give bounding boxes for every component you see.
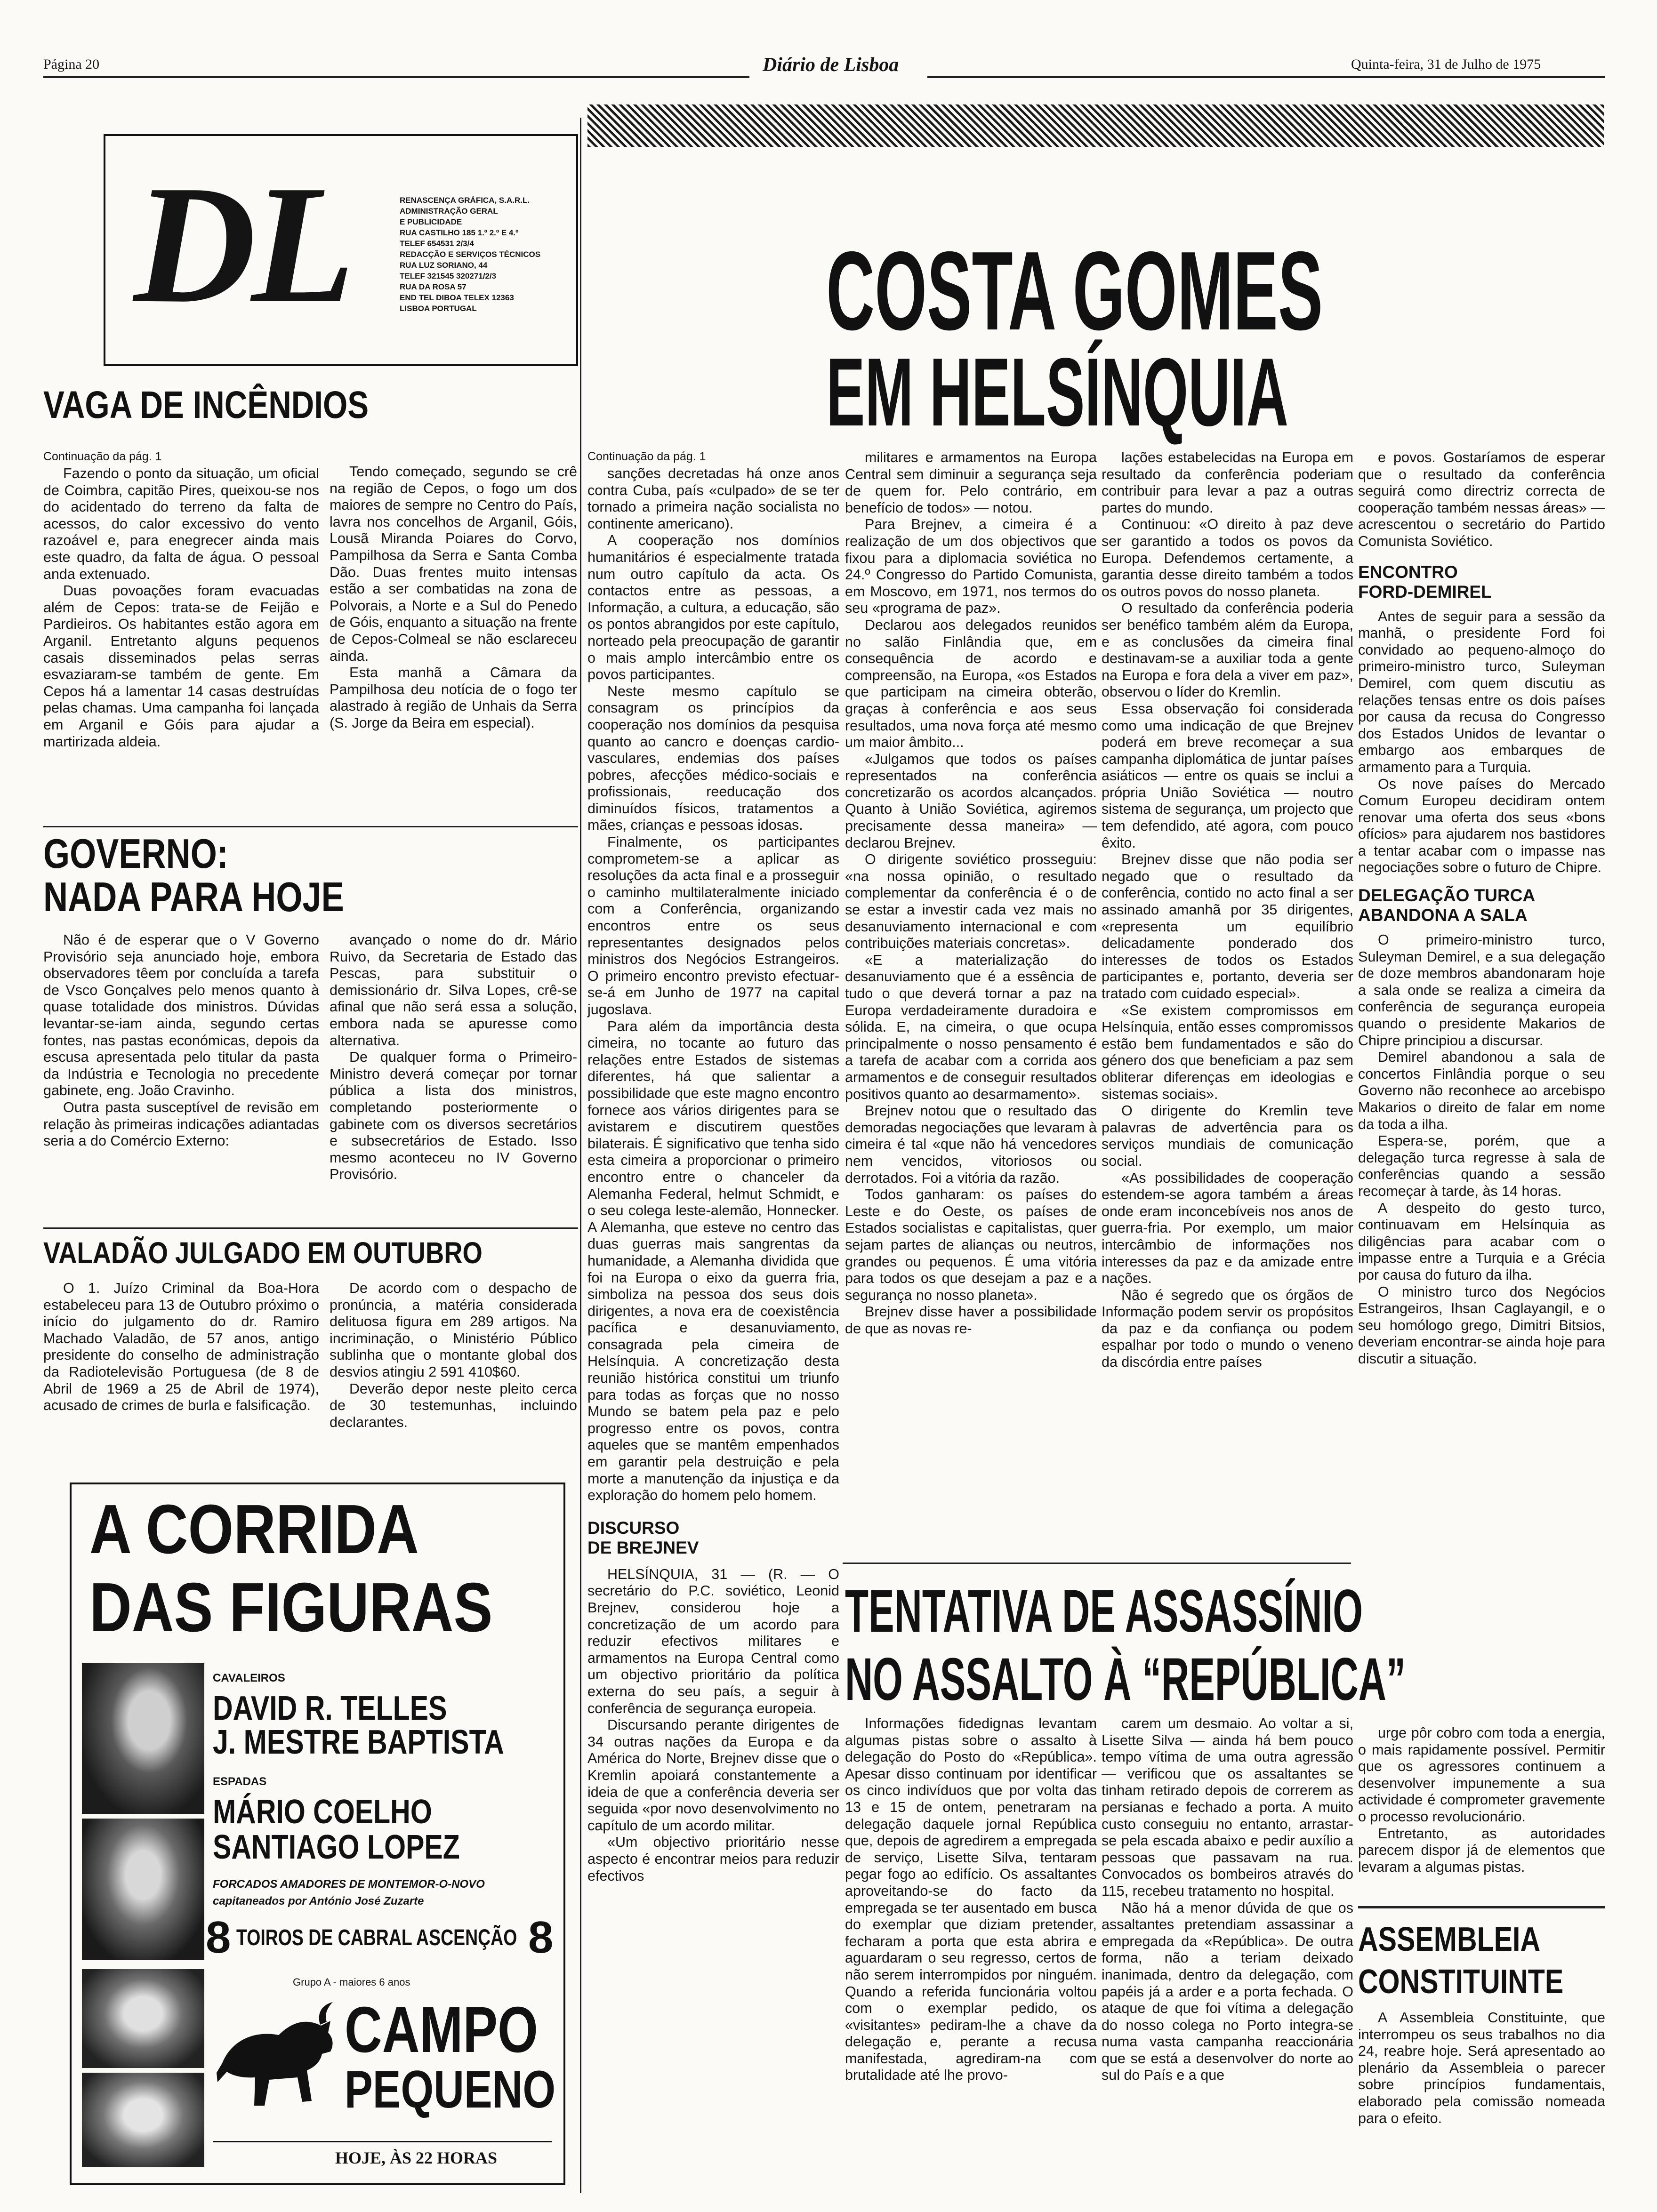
matador-name-2: SANTIAGO LOPEZ: [213, 1828, 460, 1866]
vaga-col-2: Tendo começado, segundo se crê na região de Cepos, o fogo um dos maiores de sempre no Centro do País, lavra nos concelhos de Arganil, Góis, Lousã Miranda Poiares do Corvo, Pampilhosa da Serra e Santa Comba Dão. Duas frentes muito intensas estão a ser combatidas na zona de Polvorais, a Norte e a Sul do Penedo de Góis, enquanto a situação na frente de Cepos-Colmeal se não esclareceu ainda. Esta manhã a Câmara da Pampilhosa deu notícia de o fogo ter alastrado à região de Unhais da Serra (S. Jorge da Beira em especial).: [330, 464, 577, 731]
costa-col-1: Continuação da pág. 1 sanções decretadas há onze anos contra Cuba, país «culpado» de se ter tornado a primeira nação socialista no continente americano). A cooperação nos domínios humanitários é especialmente tratada num outro capítulo da acta. Os contactos entre as pessoas, a Informação, a cultura, a educação, são os pontos abrangidos por este capítulo, norteado pela preocupação de garantir o mais amplo intercâmbio entre os povos participantes. Neste mesmo capítulo se consagram os princípios da cooperação nos domínios da pesquisa quanto ao cancro e doenças cardio-vasculares, endemias dos países pobres, afecções médico-sociais e profissionais, reeducação dos diminuídos físicos, tratamentos a mães, crianças e pessoas idosas. Finalmente, os participantes comprometem-se a aplicar as resoluções da acta final e a prosseguir o caminho multilateralmente iniciado com a Conferência, organizando encontros entre os seus representantes designados pelos ministros dos Negócios Estrangeiros. O primeiro encontro previsto efectuar-se-á em Junho de 1977 na capital jugoslava. Para além da importância desta cimeira, no tocante ao futuro das relações entre Estados de sistemas diferentes, há que salientar a possibilidade que este magno encontro fornece aos vários dirigentes para se avistarem e discutirem questões bilaterais. É significativo que tenha sido esta cimeira a proporcionar o primeiro encontro entre o chanceler da Alemanha Federal, helmut Schmidt, e o seu colega leste-alemão, Honnecker. A Alemanha, que esteve no centro das duas guerras mais sangrentas da humanidade, a Alemanha dividida que foi na Europa o eixo da guerra fria, simboliza na pessoa dos seus dois dirigentes, a nova era de coexistência pacífica e desanuviamento, consagrada pela cimeira de Helsínquia. A concretização desta reunião histórica constitui um triunfo para todas as forças que no nosso Mundo se batem pela paz e pelo progresso entre os povos, contra aqueles que se mantêm empenhados em garantir pela destruição e pela morte a manutenção da injustiça e da exploração do homem pelo homem. DISCURSO DE BREJNEV HELSÍNQUIA, 31 — (R. — O secretário do P.C. soviético, Leonid Brejnev, considerou hoje a concretização de um acordo para reduzir efectivos militares e armamentos na Europa Central como um objectivo prioritário da política externa do seu país, a seguir à conferência de segurança europeia. Discursando perante dirigentes de 34 outras nações da Europa e da América do Norte, Brejnev disse que o Kremlin apoiará constantemente a ideia de que a conferência deveria ser seguida «por novo desenvolvimento no capítulo de um acordo militar. «Um objectivo prioritário nesse aspecto é encontrar meios para reduzir efectivos: [587, 450, 839, 1884]
tentativa-top-rule: [843, 1563, 1351, 1564]
tentativa-col-1: Informações fidedignas levantam algumas pistas sobre o assalto à delegação do Posto do «República». Apesar disso continuam por identificar os cinco indivíduos que por volta das 13 e 15 de ontem, penetraram na delegação daquele jornal República que, depois de agredirem a empregada de serviço, Lisette Silva, tentaram pegar fogo ao edifício. Os assaltantes aproveitando-se do facto da empregada se ter ausentado em busca do exemplar que diziam pretender, fecharam a porta que esta abrira e aguardaram o seu regresso, certos de não serem interrompidos por ninguém. Quando a referida funcionária voltou com o exemplar pedido, os «visitantes» pediram-lhe a chave da delegação e, perante a recusa manifestada, agrediram-na com brutalidade até lhe provo-: [845, 1715, 1097, 2084]
costa-col-4: e povos. Gostaríamos de esperar que o resultado da conferência seguirá como directriz correcta de cooperação também nessas áreas» — acrescentou o secretário do Partido Comunista Soviético. ENCONTRO FORD-DEMIREL Antes de seguir para a sessão da manhã, o presidente Ford foi convidado ao pequeno-almoço do primeiro-ministro turco, Suleyman Demirel, com quem discutiu as relações tensas entre os dois países por causa da recusa do Congresso dos Estados Unidos de levantar o embargo aos embarques de armamento para a Turquia. Os nove países do Mercado Comum Europeu decidiram ontem renovar uma oferta dos seus «bons ofícios» para ajudarem nos bastidores a tentar acabar com o impasse nas negociações sobre o futuro de Chipre. DELEGAÇÃO TURCA ABANDONA A SALA O primeiro-ministro turco, Suleyman Demirel, e a sua delegação de doze membros abandonaram hoje a sala onde se realiza a cimeira da conferência de segurança europeia quando o presidente Makarios de Chipre principiou a discursar. Demirel abandonou a sala de concertos Finlândia porque o seu Governo não reconhece ao arcebispo Makarios o direito de falar em nome da toda a ilha. Espera-se, porém, que a delegação turca regresse à sala de conferências quando a sessão recomeçar à tarde, às 14 horas. A despeito do gesto turco, continuavam em Helsínquia as diligências para acabar com o impasse entre a Turquia e a Grécia por causa do futuro da ilha. O ministro turco dos Negócios Estrangeiros, Ihsan Caglayangil, e o seu homólogo grego, Dimitri Bitsios, deveriam encontrar-se ainda hoje para discutir a situação.: [1358, 449, 1605, 1367]
valadao-col-2: De acordo com o despacho de pronúncia, a matéria considerada delituosa figura em 289 artigos. Na incriminação, o Ministério Público sublinha que o montante global dos desvios atingiu 2 591 410$60. Deverão depor neste pleito cerca de 30 testemunhas, incluindo declarantes.: [330, 1280, 577, 1430]
assembleia-title-1: ASSEMBLEIA: [1358, 1921, 1541, 1958]
turca-subheading-2: ABANDONA A SALA: [1358, 906, 1528, 925]
capitaneados-label: capitaneados por António José Zuzarte: [213, 1895, 424, 1907]
tentativa-col-3: urge pôr cobro com toda a energia, o mais rapidamente possível. Permitir que os agressores continuem a desenvolver impunemente a sua actividade é comprometer gravemente o processo revolucionário. Entretanto, as autoridades parecem dispor já de elementos que levaram a algumas pistas.: [1358, 1725, 1605, 1875]
forcado-portrait-1: [82, 1969, 204, 2068]
ad-time: HOJE, ÀS 22 HORAS: [335, 2148, 498, 2167]
governo-bottom-rule: [43, 1227, 578, 1229]
matador-name-1: MÁRIO COELHO: [213, 1793, 432, 1831]
toiros-number-right: 8: [528, 1912, 554, 1963]
page-number: Página 20: [43, 56, 100, 72]
costa-title-2: EM HELSÍNQUIA: [826, 338, 1288, 446]
bullfight-advertisement: [70, 1483, 565, 2185]
bull-icon: [213, 1993, 340, 2117]
rider-name-1: DAVID R. TELLES: [213, 1690, 447, 1727]
governo-title-2: NADA PARA HOJE: [43, 874, 344, 920]
toiros-number-left: 8: [206, 1912, 231, 1963]
brejnev-subheading-1: DISCURSO: [587, 1518, 680, 1538]
ad-title-1: A CORRIDA: [89, 1491, 419, 1568]
tentativa-title-2: NO ASSALTO À “REPÚBLICA”: [845, 1646, 1406, 1713]
masthead-rule-left: [43, 76, 749, 78]
governo-title-1: GOVERNO:: [43, 830, 228, 877]
vaga-title: VAGA DE INCÊNDIOS: [43, 384, 369, 426]
turca-subheading-1: DELEGAÇÃO TURCA: [1358, 886, 1536, 906]
ford-subheading-2: FORD-DEMIREL: [1358, 582, 1492, 601]
ford-subheading-1: ENCONTRO: [1358, 562, 1458, 582]
logo-address: RENASCENÇA GRÁFICA, S.A.R.L. ADMINISTRAÇÃO GERAL E PUBLICIDADE RUA CASTILHO 185 1.º 2.º E 4.º TELEF 654531 2/3/4 REDACÇÃO E SERVIÇOS TÉCNICOS RUA LUZ SORIANO, 44 TELEF 321545 320271/2/3 RUA DA ROSA 57 END TEL DIBOA TELEX 12363 LISBOA PORTUGAL: [400, 196, 541, 313]
governo-col-1: Não é de esperar que o V Governo Provisório seja anunciado hoje, embora observadores têem por concluída a tarefa de Vsco Gonçalves pelo menos quanto à quase totalidade dos ministros. Dúvidas levantar-se-iam ainda, segundo certas fontes, nas pastas económicas, depois da escusa apresentada pelo titular da pasta da Indústria e Tecnologia no precedente gabinete, eng. João Cravinho. Outra pasta susceptível de revisão em relação às primeiras indicações adiantadas seria a do Comércio Externo:: [43, 932, 319, 1149]
venue-name-2: PEQUENO: [345, 2060, 556, 2119]
masthead-rule-right: [927, 76, 1605, 78]
vaga-bottom-rule: [43, 826, 578, 827]
newspaper-title: Diário de Lisboa: [763, 54, 899, 76]
vaga-col-1: Continuação da pág. 1 Fazendo o ponto da situação, um oficial de Coimbra, capitão Pires, queixou-se nos do acidentado do terreno da falta de acessos, do calor excessivo do vento razoável e, para enegrecer ainda mais este quadro, da falta de água. O pessoal anda extenuado. Duas povoações foram evacuadas além de Cepos: trata-se de Feijão e Pardieiros. Os habitantes estão agora em Arganil. Entretanto alguns pequenos casais disseminados pelas serras esvaziaram-se também de gente. Em Cepos há a lamentar 14 casas destruídas pelas chamas. Uma campanha foi lançada em Arganil e Góis para ajudar a martirizada aldeia.: [43, 450, 319, 750]
ad-title-2: DAS FIGURAS: [89, 1569, 493, 1646]
ad-footer-rule: [213, 2141, 552, 2142]
tentativa-title-1: TENTATIVA DE ASSASSÍNIO: [845, 1578, 1363, 1645]
brejnev-subheading-2: DE BREJNEV: [587, 1538, 699, 1557]
logo-box: [104, 134, 578, 366]
espadas-label: ESPADAS: [213, 1775, 267, 1788]
matador-portrait: [82, 1819, 204, 1960]
venue-name-1: CAMPO: [345, 1994, 538, 2066]
logo-letters: DL: [134, 150, 350, 338]
rider-name-2: J. MESTRE BAPTISTA: [213, 1723, 504, 1761]
rider-portrait: [82, 1663, 204, 1814]
tentativa-col-2: carem um desmaio. Ao voltar a si, Lisette Silva — ainda há bem pouco tempo vítima de uma outra agressão — verificou que os assaltantes se tinham retirado depois de correrem as persianas e fechado a porta. A muito custo conseguiu no entanto, arrastar-se pela escada abaixo e pedir auxílio a pessoas que passavam na rua. Convocados os bombeiros através do 115, recebeu tratamento no hospital. Não há a menor dúvida de que os assaltantes pretendiam assassinar a empregada da «República». De outra forma, não a teriam deixado inanimada, dentro da delegação, com papéis já a arder e a porta fechada. O ataque de que foi vítima a delegação do nosso colega no Porto integra-se numa vasta campanha reaccionária que se está a desenvolver do norte ao sul do País e a que: [1102, 1715, 1353, 2084]
issue-date: Quinta-feira, 31 de Julho de 1975: [1351, 56, 1541, 72]
assembleia-body: A Assembleia Constituinte, que interrompeu os seus trabalhos no dia 24, reabre hoje. Será apresentado ao plenário da Assembleia o parecer sobre princípios fundamentais, elaborado pela comissão nomeada para o efeito.: [1358, 2010, 1605, 2126]
costa-title-1: COSTA GOMES: [826, 229, 1323, 353]
forcado-portrait-2: [82, 2073, 204, 2167]
hatched-banner: [587, 104, 1604, 147]
assembleia-title-2: CONSTITUINTE: [1358, 1963, 1564, 2001]
grupo-label: Grupo A - maiores 6 anos: [293, 1976, 410, 1988]
assembleia-top-rule: [1358, 1906, 1605, 1908]
governo-col-2: avançado o nome do dr. Mário Ruivo, da Secretaria de Estado das Pescas, para substituir o demissionário dr. Silva Lopes, crê-se afinal que não será essa a solução, embora nada se apuresse como alternativa. De qualquer forma o Primeiro-Ministro deverá começar por tornar pública a lista dos ministros, completando posteriormente o gabinete com os diversos secretários e subsecretários de Estado. Isso mesmo aconteceu no IV Governo Provisório.: [330, 932, 577, 1183]
valadao-title: VALADÃO JULGADO EM OUTUBRO: [43, 1236, 483, 1270]
cavaleiros-label: CAVALEIROS: [213, 1672, 285, 1684]
valadao-col-1: O 1. Juízo Criminal da Boa-Hora estabeleceu para 13 de Outubro próximo o início do julgamento do dr. Ramiro Machado Valadão, de 57 anos, antigo presidente do conselho de administração da Radiotelevisão Portuguesa (de 8 de Abril de 1969 a 25 de Abril de 1974), acusado de crimes de burla e falsificação.: [43, 1280, 319, 1414]
toiros-label: TOIROS DE CABRAL ASCENÇÃO: [236, 1925, 517, 1950]
column-separator: [580, 118, 581, 2193]
forcados-label: FORCADOS AMADORES DE MONTEMOR-O-NOVO: [213, 1878, 485, 1891]
costa-col-2: militares e armamentos na Europa Central sem diminuir a segurança seja de quem for. Pelo contrário, em benefício de todos» — notou. Para Brejnev, a cimeira é a realização de um dos objectivos que fixou para a diplomacia soviética no 24.º Congresso do Partido Comunista, em Moscovo, em 1971, nos termos do seu «programa de paz». Declarou aos delegados reunidos no salão Finlândia que, em consequência de acordo e compreensão, na Europa, «os Estados que participam na cimeira obterão, graças à conferência e aos seus resultados, uma nova força até mesmo um maior âmbito... «Julgamos que todos os países representados na conferência concretizarão os acordos alcançados. Quanto à União Soviética, agiremos precisamente dessa maneira» — declarou Brejnev. O dirigente soviético prosseguiu: «na nossa opinião, o resultado complementar da conferência é o de se estar a investir cada vez mais no desanuviamento internacional e com contribuições materiais concretas». «E a materialização do desanuviamento que é a essência de tudo o que deverá tornar a paz na Europa verdadeiramente duradoira e sólida. E, na cimeira, o que ocupa principalmente o nosso pensamento é a tarefa de acabar com a corrida aos armamentos e de conseguir resultados positivos quanto ao desarmamento». Brejnev notou que o resultado das demoradas negociações que levaram à cimeira é tal «que não há vencedores nem vencidos, vitoriosos ou derrotados. Foi a vitória da razão. Todos ganharam: os países do Leste e do Oeste, os países de Estados socialistas e capitalistas, quer sejam partes de alianças ou neutros, grandes ou pequenos. É uma vitória para todos os que desejam a paz e a segurança no nosso planeta». Brejnev disse haver a possibilidade de que as novas re-: [845, 449, 1097, 1337]
costa-col-3: lações estabelecidas na Europa em resultado da conferência poderiam contribuir para levar a paz a outras partes do mundo. Continuou: «O direito à paz deve ser garantido a todos os povos da Europa. Defendemos certamente, a garantia desse direito também a todos os outros povos do nosso planeta. O resultado da conferência poderia ser benéfico também além da Europa, e as conclusões da cimeira final destinavam-se a auxiliar toda a gente na Europa e fora dela a viver em paz», observou o líder do Kremlin. Essa observação foi considerada como uma indicação de que Brejnev poderá em breve recomeçar a sua campanha diplomática de juntar países asiáticos — entre os quais se inclui a própria União Soviética — noutro sistema de segurança, um projecto que tem defendido, até agora, com pouco êxito. Brejnev disse que não podia ser negado que o resultado da conferência, contido no acto final a ser assinado amanhã por 35 dirigentes, «representa um equilíbrio delicadamente ponderado dos interesses de todos os Estados participantes e, portanto, deveria ser tratado com cuidado especial». «Se existem compromissos em Helsínquia, então esses compromissos estão bem fundamentados e são do género dos que beneficiam a paz sem obliterar diferenças em ideologias e sistemas sociais». O dirigente do Kremlin teve palavras de advertência para os serviços mundiais de comunicação social. «As possibilidades de cooperação estendem-se agora também a áreas onde eram inconcebíveis nos anos de guerra-fria. Por exemplo, um maior intercâmbio de informações nos interesses da paz e da amizade entre nações. Não é segredo que os órgãos de Informação podem servir os propósitos da paz e da confiança ou podem espalhar por todo o mundo o veneno da discórdia entre países: [1102, 449, 1353, 1370]
